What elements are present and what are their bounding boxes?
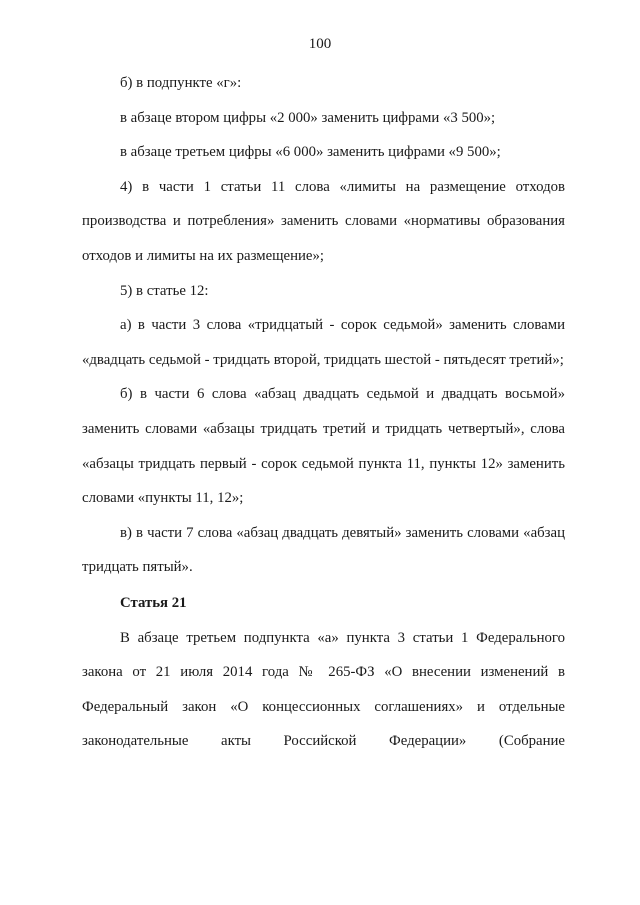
paragraph-item-b-subpoint-g: б) в подпункте «г»: xyxy=(120,75,242,91)
paragraph-item-b: б) в части 6 слова «абзац двадцать седьмой и двадцать восьмой» заменить словами «абзацы тридцать третий и тридцать четвертый», слова «абзацы тридцать первый - сорок седьмой пункта 11, пункты 12» заменить словами «пункты 11, 12»; xyxy=(82,386,565,507)
paragraph-item-4: 4) в части 1 статьи 11 слова «лимиты на размещение отходов производства и потребления» заменить словами «нормативы образования отходов и лимиты на их размещение»; xyxy=(82,178,565,264)
article-21-text: В абзаце третьем подпункта «а» пункта 3 статьи 1 Федерального закона от 21 июля 2014 года № 265-ФЗ «О внесении изменений в Федеральный закон «О концессионных соглашениях» и отдельные законодательные акты Российской Федерации» (Собрание xyxy=(82,629,565,750)
document-body xyxy=(82,66,565,759)
paragraph-third-indent: в абзаце третьем цифры «6 000» заменить цифрами «9 500»; xyxy=(120,144,501,161)
page-number: 100 xyxy=(308,36,332,52)
paragraph-item-a: а) в части 3 слова «тридцатый - сорок седьмой» заменить словами «двадцать седьмой - тридцать второй, тридцать шестой - пятьдесят третий»; xyxy=(82,317,565,368)
paragraph-second-indent: в абзаце втором цифры «2 000» заменить цифрами «3 500»; xyxy=(120,109,496,126)
article-heading: Статья 21 xyxy=(120,594,187,611)
paragraph-item-5: 5) в статье 12: xyxy=(120,282,209,299)
paragraph-item-v: в) в части 7 слова «абзац двадцать девятый» заменить словами «абзац тридцать пятый». xyxy=(82,524,565,576)
